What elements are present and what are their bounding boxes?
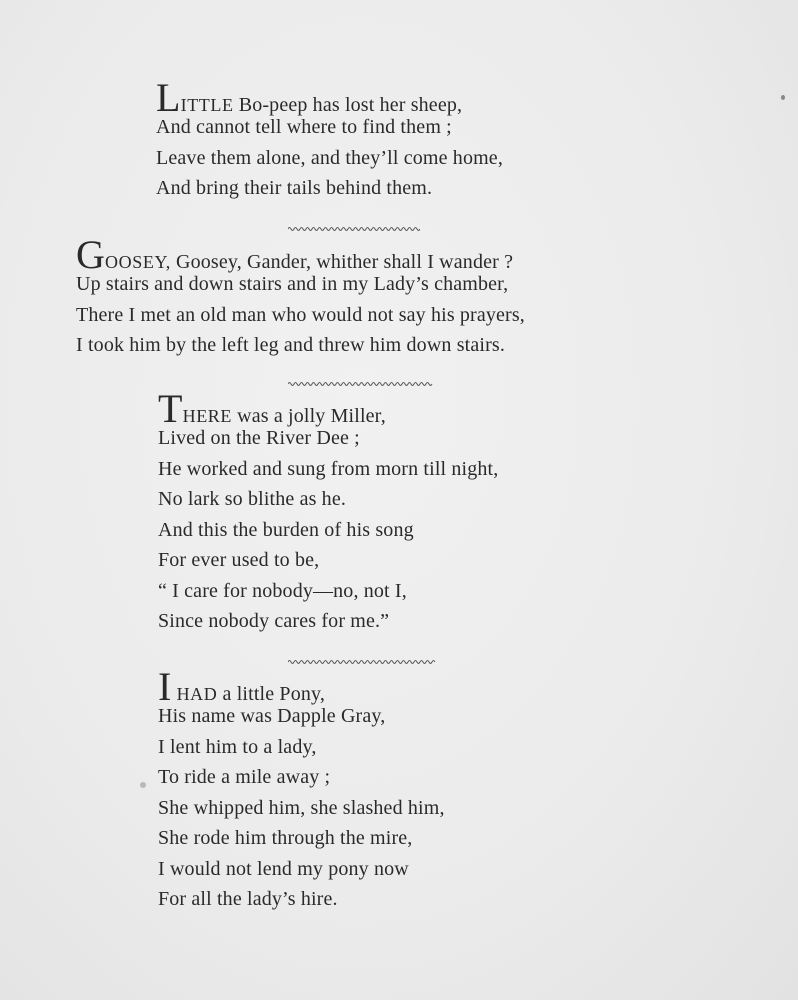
opening-line-text: a little Pony, — [217, 683, 326, 705]
poem-opening-line — [156, 75, 503, 120]
poem-line: She rode him through the mire, — [158, 827, 413, 849]
poem-line: To ride a mile away ; — [158, 766, 331, 788]
drop-cap: L — [156, 75, 181, 120]
poem-line: I would not lend my pony now — [158, 857, 409, 880]
opening-small-caps: HERE — [182, 406, 232, 426]
poem-opening-line — [158, 386, 498, 431]
poem-line: No lark so blithe as he. — [158, 488, 347, 510]
poem-opening-line — [76, 232, 525, 277]
opening-small-caps: HAD — [171, 684, 218, 704]
poem-line: Since nobody cares for me.” — [158, 610, 390, 632]
poem-line: Leave them alone, and they’ll come home, — [156, 146, 503, 169]
poem-little-bo-peep — [156, 75, 503, 204]
paper-speck — [781, 95, 785, 100]
poem-line: “ I care for nobody—no, not I, — [158, 579, 407, 602]
poem-line: Lived on the River Dee ; — [158, 427, 360, 449]
opening-line-text: was a jolly Miller, — [232, 405, 386, 427]
ornamental-divider — [288, 658, 436, 666]
opening-small-caps: ITTLE — [180, 95, 234, 115]
poem-jolly-miller — [158, 386, 499, 637]
poem-line: He worked and sung from morn till night, — [158, 457, 499, 480]
poem-line: She whipped him, she slashed him, — [158, 796, 445, 819]
poem-line: I took him by the left leg and threw him down stairs. — [76, 334, 505, 356]
opening-small-caps: OOSEY, — [105, 252, 171, 272]
poem-line: And bring their tails behind them. — [156, 177, 433, 199]
opening-line-text: Bo-peep has lost her sheep, — [233, 94, 463, 116]
poem-line: Up stairs and down stairs and in my Lady’s chamber, — [76, 273, 509, 295]
opening-line-text: Goosey, Gander, whither shall I wander ? — [170, 251, 514, 273]
poem-line: For ever used to be, — [158, 549, 320, 571]
poem-little-pony — [158, 664, 445, 915]
drop-cap: G — [76, 232, 106, 277]
drop-cap: T — [158, 386, 183, 431]
paper-speck — [140, 782, 146, 788]
poem-line: For all the lady’s hire. — [158, 888, 338, 910]
ornamental-divider — [288, 380, 433, 388]
poem-line: And this the burden of his song — [158, 518, 414, 541]
ornamental-divider — [288, 225, 420, 233]
poem-line: And cannot tell where to find them ; — [156, 116, 452, 138]
drop-cap: I — [158, 664, 172, 709]
poem-line: I lent him to a lady, — [158, 735, 317, 758]
poem-line: His name was Dapple Gray, — [158, 705, 386, 727]
poem-opening-line — [158, 664, 445, 709]
poem-line: There I met an old man who would not say his prayers, — [76, 303, 525, 326]
poem-goosey-gander — [76, 232, 525, 361]
